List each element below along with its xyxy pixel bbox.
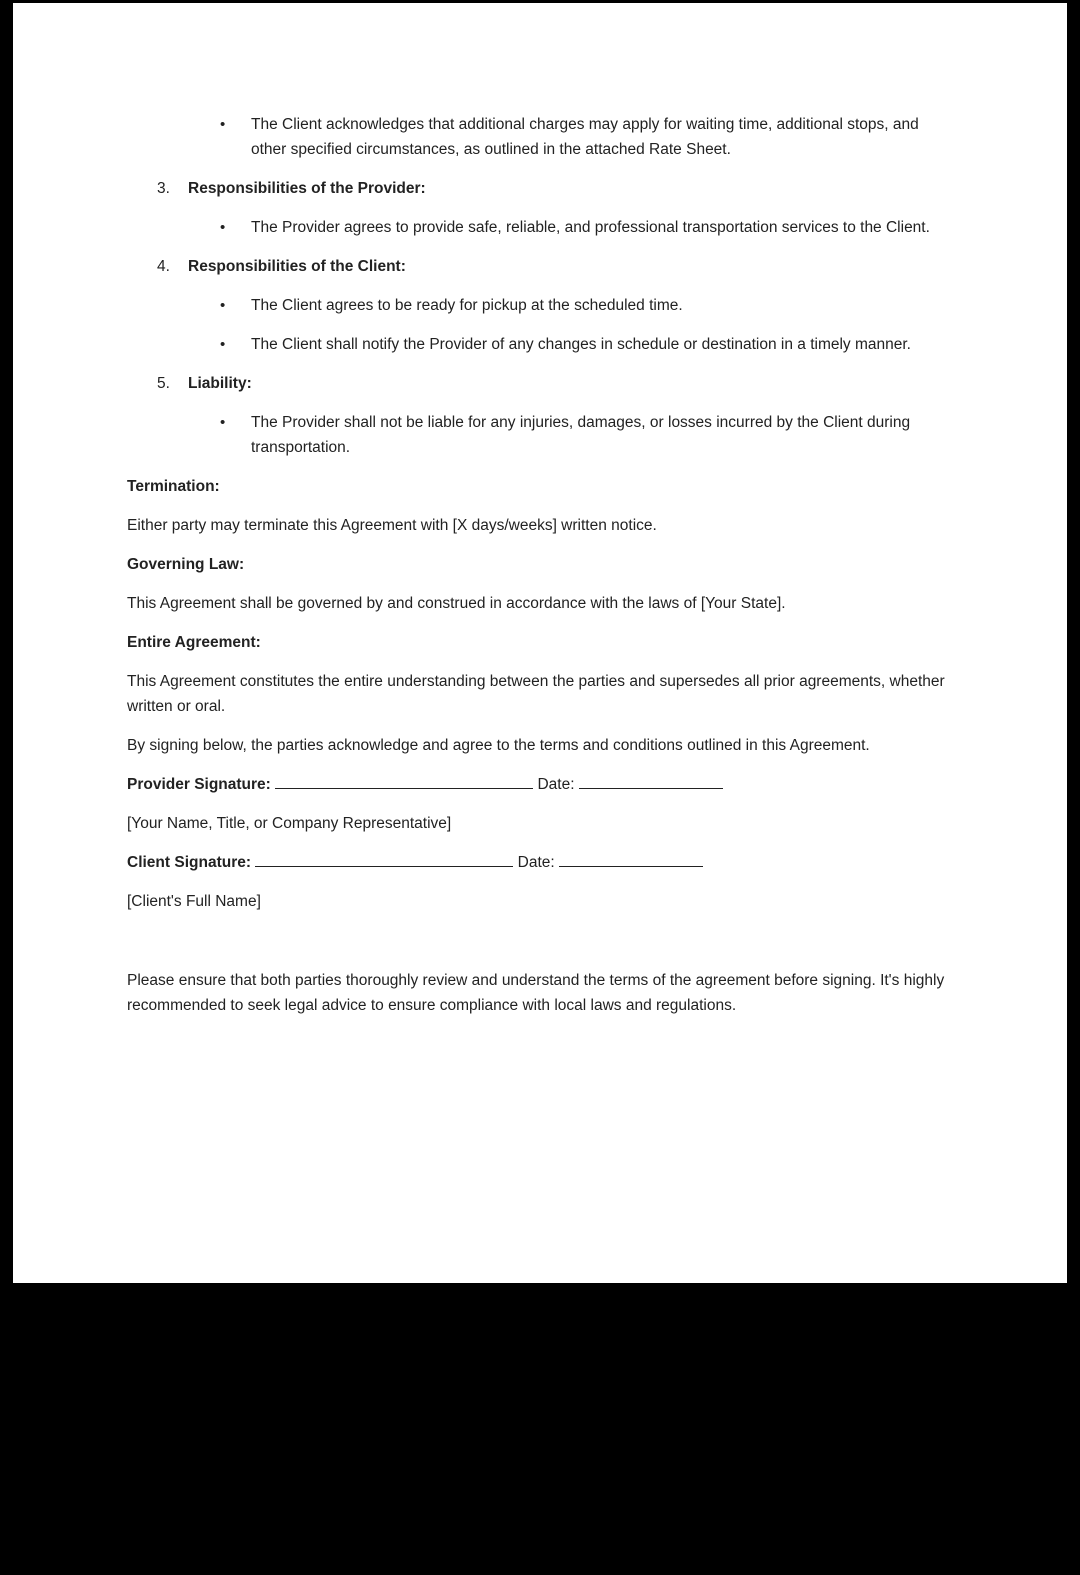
provider-date-line [579,773,723,789]
section-number: 3. [157,180,170,197]
section-number: 4. [157,258,170,275]
bullet-item: • The Client acknowledges that additional charges may apply for waiting time, additional stops, and other specified circumstances, as outlined in the attached Rate Sheet. [251,112,957,162]
client-name-placeholder: [Client's Full Name] [127,893,261,910]
client-signature-row [127,850,957,875]
entire-agreement-heading: Entire Agreement: [127,634,261,651]
section-4-heading [127,254,957,279]
bullet-item: • The Client shall notify the Provider of any changes in schedule or destination in a timely manner. [251,332,957,357]
governing-law-heading: Governing Law: [127,556,245,573]
bullet-item: • The Client agrees to be ready for pickup at the scheduled time. [251,293,957,318]
provider-signature-label: Provider Signature: [127,776,271,793]
client-date-line [559,851,703,867]
governing-law-text: This Agreement shall be governed by and construed in accordance with the laws of [Your State]. [127,595,786,612]
document-page [13,3,1067,1283]
bullet-list-section-5 [127,410,957,460]
entire-agreement-text: This Agreement constitutes the entire understanding between the parties and supersedes all prior agreements, whether written or oral. [127,673,945,715]
bullet-item: • The Provider agrees to provide safe, reliable, and professional transportation services to the Client. [251,215,957,240]
provider-name-placeholder: [Your Name, Title, or Company Representative] [127,815,452,832]
section-5-heading [127,371,957,396]
spacer [127,928,957,968]
provider-signature-row [127,772,957,797]
footer-note: Please ensure that both parties thoroughly review and understand the terms of the agreement before signing. It's highly recommended to seek legal advice to ensure compliance with local laws and regulations. [127,972,945,1014]
bullet-list-top [127,112,957,162]
provider-signature-line [275,773,533,789]
section-3-heading [127,176,957,201]
termination-text: Either party may terminate this Agreement with [X days/weeks] written notice. [127,517,657,534]
acknowledgement-text: By signing below, the parties acknowledge and agree to the terms and conditions outlined in this Agreement. [127,737,870,754]
bullet-item: • The Provider shall not be liable for any injuries, damages, or losses incurred by the Client during transportation. [251,410,957,460]
client-date-label: Date: [517,854,555,871]
section-number: 5. [157,375,170,392]
termination-heading: Termination: [127,478,220,495]
section-title: Responsibilities of the Client: [188,258,406,275]
document-content [127,112,957,1032]
bullet-list-section-3 [127,215,957,240]
section-title: Responsibilities of the Provider: [188,180,426,197]
client-signature-label: Client Signature: [127,854,252,871]
section-title: Liability: [188,375,252,392]
client-signature-line [255,851,513,867]
provider-date-label: Date: [537,776,575,793]
bullet-list-section-4 [127,293,957,357]
